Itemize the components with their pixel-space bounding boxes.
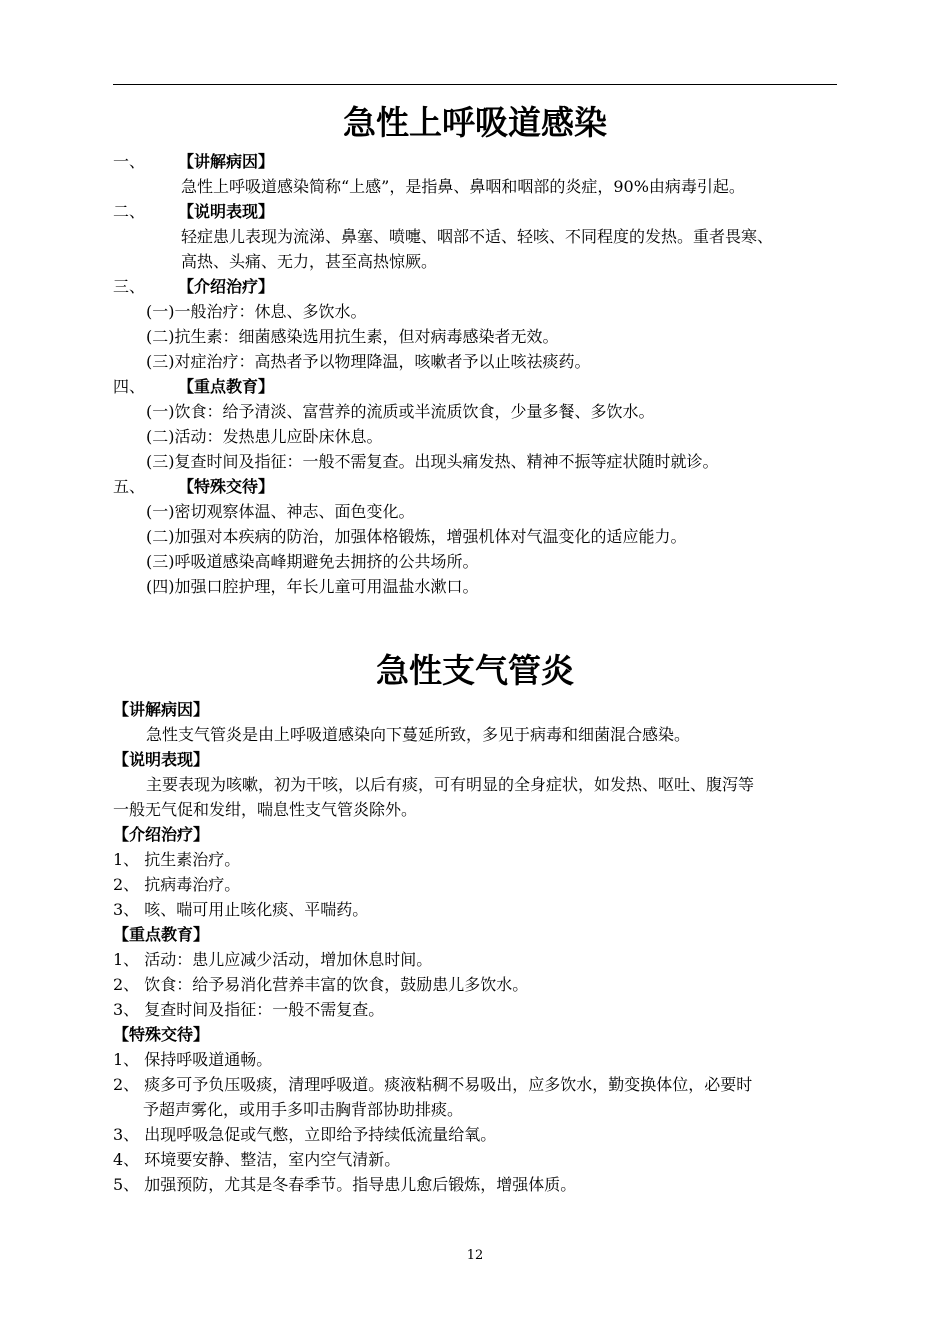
s1-item5-line2: (二)加强对本疾病的防治，加强体格锻炼，增强机体对气温变化的适应能力。 bbox=[146, 527, 687, 546]
s1-item2-line1: 轻症患儿表现为流涕、鼻塞、喷嚏、咽部不适、轻咳、不同程度的发热。重者畏寒、 bbox=[181, 227, 774, 246]
s1-item5-number: 五、 bbox=[113, 477, 146, 496]
s1-item2-line2: 高热、头痛、无力，甚至高热惊厥。 bbox=[181, 252, 438, 271]
s1-item4-line1: (一)饮食：给予清淡、富营养的流质或半流质饮食，少量多餐、多饮水。 bbox=[146, 402, 655, 421]
s2-block3-line1: 1、 抗生素治疗。 bbox=[113, 850, 241, 869]
s2-block4-line1: 1、 活动：患儿应减少活动，增加休息时间。 bbox=[113, 950, 433, 969]
s1-item4-number: 四、 bbox=[113, 377, 146, 396]
s2-block4-heading: 【重点教育】 bbox=[113, 925, 210, 944]
s2-block5-line2: 2、 痰多可予负压吸痰，清理呼吸道。痰液粘稠不易吸出，应多饮水，勤变换体位，必要时 bbox=[113, 1075, 753, 1094]
section1-title: 急性上呼吸道感染 bbox=[343, 103, 607, 142]
top-rule bbox=[113, 84, 837, 85]
s1-item5-heading: 【特殊交待】 bbox=[178, 477, 275, 496]
s1-item1-heading: 【讲解病因】 bbox=[178, 152, 275, 171]
page-number: 12 bbox=[466, 1248, 484, 1263]
s2-block3-heading: 【介绍治疗】 bbox=[113, 825, 210, 844]
s2-block5-heading: 【特殊交待】 bbox=[113, 1025, 210, 1044]
s1-item4-heading: 【重点教育】 bbox=[178, 377, 275, 396]
s2-block1-heading: 【讲解病因】 bbox=[113, 700, 210, 719]
s2-block3-line2: 2、 抗病毒治疗。 bbox=[113, 875, 241, 894]
s1-item5-line1: (一)密切观察体温、神志、面色变化。 bbox=[146, 502, 415, 521]
s1-item3-number: 三、 bbox=[113, 277, 146, 296]
s2-block5-line6: 5、 加强预防，尤其是冬春季节。指导患儿愈后锻炼，增强体质。 bbox=[113, 1175, 577, 1194]
s2-block5-line4: 3、 出现呼吸急促或气憋，立即给予持续低流量给氧。 bbox=[113, 1125, 497, 1144]
s2-block3-line3: 3、 咳、喘可用止咳化痰、平喘药。 bbox=[113, 900, 369, 919]
s2-block5-line1: 1、 保持呼吸道通畅。 bbox=[113, 1050, 273, 1069]
s1-item1-number: 一、 bbox=[113, 152, 146, 171]
s1-item5-line4: (四)加强口腔护理，年长儿童可用温盐水漱口。 bbox=[146, 577, 479, 596]
s2-block2-heading: 【说明表现】 bbox=[113, 750, 210, 769]
s2-block4-line2: 2、 饮食：给予易消化营养丰富的饮食，鼓励患儿多饮水。 bbox=[113, 975, 529, 994]
s2-block2-line1: 主要表现为咳嗽，初为干咳，以后有痰，可有明显的全身症状，如发热、呕吐、腹泻等 bbox=[146, 775, 755, 794]
s1-item2-heading: 【说明表现】 bbox=[178, 202, 275, 221]
s2-block2-line2: 一般无气促和发绀，喘息性支气管炎除外。 bbox=[113, 800, 418, 819]
s2-block4-line3: 3、 复查时间及指征：一般不需复查。 bbox=[113, 1000, 385, 1019]
s1-item3-line3: (三)对症治疗：高热者予以物理降温，咳嗽者予以止咳祛痰药。 bbox=[146, 352, 591, 371]
section2-title: 急性支气管炎 bbox=[376, 651, 574, 690]
s1-item1-line1: 急性上呼吸道感染简称“上感”，是指鼻、鼻咽和咽部的炎症，90%由病毒引起。 bbox=[181, 177, 745, 196]
s1-item4-line2: (二)活动：发热患儿应卧床休息。 bbox=[146, 427, 383, 446]
s1-item2-number: 二、 bbox=[113, 202, 146, 221]
s1-item5-line3: (三)呼吸道感染高峰期避免去拥挤的公共场所。 bbox=[146, 552, 479, 571]
s2-block5-line5: 4、 环境要安静、整洁，室内空气清新。 bbox=[113, 1150, 401, 1169]
s1-item4-line3: (三)复查时间及指征：一般不需复查。出现头痛发热、精神不振等症状随时就诊。 bbox=[146, 452, 719, 471]
s2-block5-line3: 予超声雾化，或用手多叩击胸背部协助排痰。 bbox=[143, 1100, 464, 1119]
s1-item3-line2: (二)抗生素：细菌感染选用抗生素，但对病毒感染者无效。 bbox=[146, 327, 559, 346]
s1-item3-heading: 【介绍治疗】 bbox=[178, 277, 275, 296]
s1-item3-line1: (一)一般治疗：休息、多饮水。 bbox=[146, 302, 367, 321]
s2-block1-line1: 急性支气管炎是由上呼吸道感染向下蔓延所致，多见于病毒和细菌混合感染。 bbox=[146, 725, 691, 744]
